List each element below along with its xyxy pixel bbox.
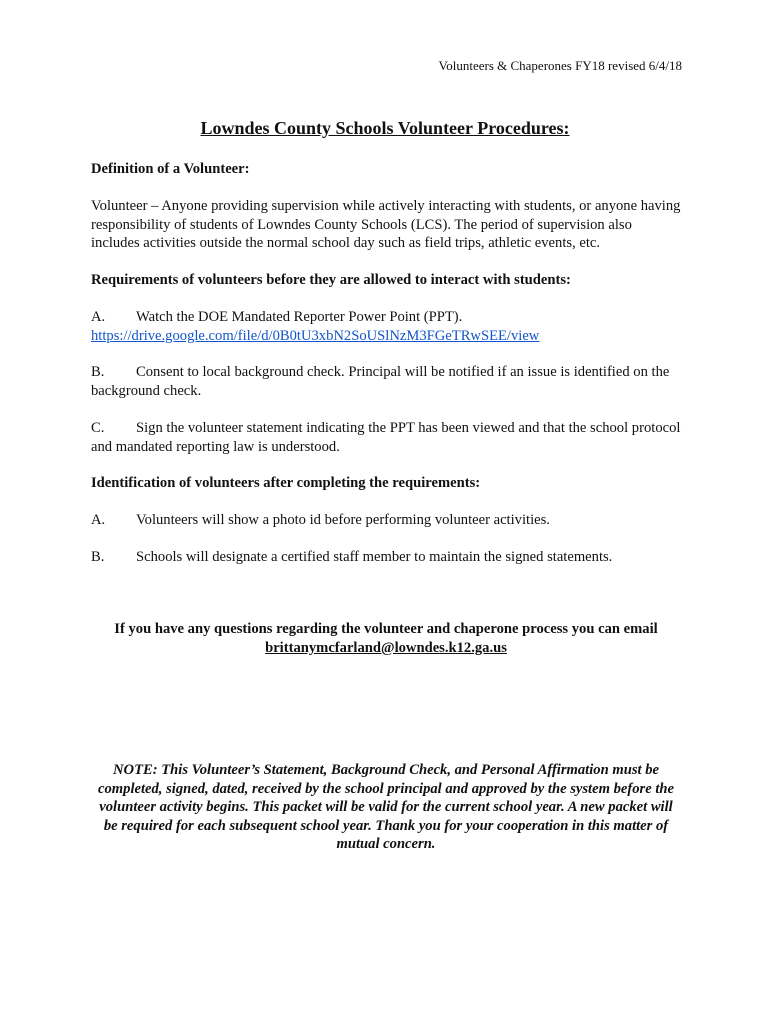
requirement-item-b: [91, 363, 681, 400]
contact-block: [91, 620, 681, 657]
item-text: Volunteers will show a photo id before performing volunteer activities.: [136, 512, 550, 528]
item-label: C.: [91, 420, 105, 436]
item-label: A.: [91, 512, 106, 528]
requirements-heading: Requirements of volunteers before they are allowed to interact with students:: [91, 272, 571, 288]
definition-heading: Definition of a Volunteer:: [91, 161, 250, 177]
item-text: Schools will designate a certified staff member to maintain the signed statements.: [136, 549, 613, 565]
contact-text: If you have any questions regarding the volunteer and chaperone process you can email: [114, 621, 658, 637]
item-label: A.: [91, 309, 106, 325]
item-text: Consent to local background check. Principal will be notified if an issue is identified on the background check.: [91, 364, 670, 399]
item-label: B.: [91, 549, 105, 565]
identification-item-a: [91, 511, 681, 530]
revision-header: Volunteers & Chaperones FY18 revised 6/4/18: [438, 58, 682, 73]
contact-email-link[interactable]: brittanymcfarland@lowndes.k12.ga.us: [265, 639, 507, 656]
item-text: Sign the volunteer statement indicating the PPT has been viewed and that the school protocol and mandated reporting law is understood.: [91, 420, 681, 455]
identification-item-b: [91, 548, 681, 567]
item-label: B.: [91, 364, 105, 380]
ppt-link[interactable]: https://drive.google.com/file/d/0B0tU3xbN2SoUSlNzM3FGeTRwSEE/view: [91, 327, 540, 344]
definition-text: Volunteer – Anyone providing supervision while actively interacting with students, or anyone having responsibility of students of Lowndes County Schools (LCS). The period of supervision also includes activities outside the normal school day such as field trips, athletic events, etc.: [91, 198, 681, 251]
page-title: Lowndes County Schools Volunteer Procedures:: [200, 118, 570, 138]
requirement-item-a: [91, 308, 681, 345]
identification-heading: Identification of volunteers after completing the requirements:: [91, 475, 481, 491]
item-text: Watch the DOE Mandated Reporter Power Point (PPT).: [136, 309, 463, 325]
note-paragraph: NOTE: This Volunteer’s Statement, Background Check, and Personal Affirmation must be completed, signed, dated, received by the school principal and approved by the system before the volunteer activity begins. This packet will be valid for the current school year. A new packet will be required for each subsequent school year. Thank you for your cooperation in this matter of mutual concern.: [98, 762, 674, 852]
requirement-item-c: [91, 419, 681, 456]
